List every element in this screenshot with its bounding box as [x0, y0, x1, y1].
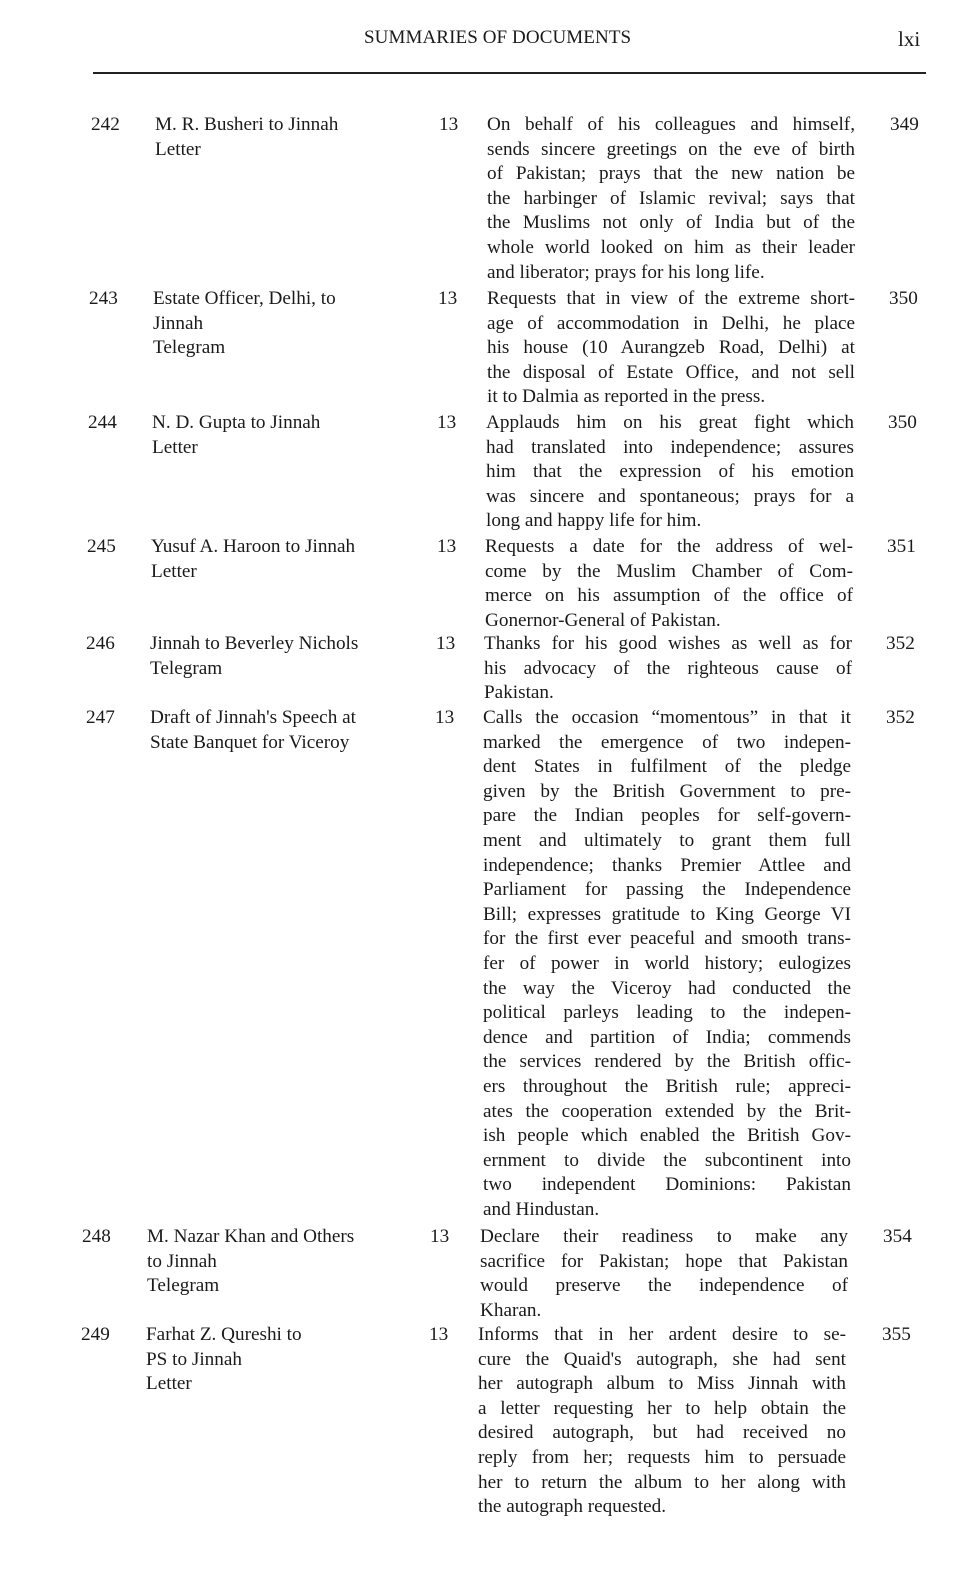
summary-line: ment and ultimately to grant them full: [483, 829, 851, 851]
summary-line: had translated into independence; assures: [486, 436, 854, 458]
document-title-line: Draft of Jinnah's Speech at: [150, 707, 356, 728]
document-date: 13: [439, 114, 459, 135]
page-number: 352: [886, 633, 915, 654]
summary-line: pare the Indian peoples for self-govern-: [483, 805, 851, 827]
document-summary: [485, 535, 853, 633]
document-title-line: Farhat Z. Qureshi to: [146, 1324, 302, 1345]
summary-line: was sincere and spontaneous; prays for a: [486, 485, 854, 507]
document-title-line: Yusuf A. Haroon to Jinnah: [151, 536, 356, 557]
document-title: [155, 113, 415, 162]
document-title: [150, 706, 410, 755]
page-number: 350: [888, 412, 917, 433]
summary-line: the harbinger of Islamic revival; says that: [487, 187, 855, 209]
document-title: [151, 535, 411, 584]
document-title: [150, 632, 410, 681]
document-title: [153, 287, 413, 361]
summary-line: Kharan.: [480, 1299, 542, 1321]
document-summary: [487, 113, 855, 285]
summary-line: the Muslims not only of India but of the: [487, 212, 855, 234]
summary-line: Calls the occasion “momentous” in that it: [483, 707, 851, 728]
summary-line: would preserve the independence of: [480, 1275, 848, 1297]
document-number: 246: [86, 633, 115, 654]
page-number: 354: [883, 1226, 912, 1247]
running-head-title: SUMMARIES OF DOCUMENTS: [364, 27, 632, 48]
document-title-line: PS to Jinnah: [146, 1348, 242, 1370]
page-number: 349: [890, 114, 919, 135]
summary-line: Informs that in her ardent desire to se-: [478, 1324, 846, 1345]
header-rule: [93, 72, 926, 74]
summary-line: two independent Dominions: Pakistan: [483, 1174, 851, 1196]
summary-line: the way the Viceroy had conducted the: [483, 977, 851, 999]
document-date: 13: [436, 633, 456, 654]
document-date: 13: [437, 536, 457, 557]
document-type: Telegram: [147, 1275, 220, 1297]
summary-line: desired autograph, but had received no: [478, 1422, 846, 1444]
summary-line: cure the Quaid's autograph, she had sent: [478, 1348, 846, 1370]
summary-line: the services rendered by the British offic-: [483, 1051, 851, 1073]
document-title: [146, 1323, 406, 1397]
document-title-line: M. R. Busheri to Jinnah: [155, 114, 339, 135]
summary-line: Pakistan.: [484, 682, 554, 704]
document-number: 247: [86, 707, 115, 728]
page-number: 352: [886, 707, 915, 728]
document-date: 13: [437, 412, 457, 433]
summary-line: ish people which enabled the British Gov-: [483, 1125, 851, 1147]
summary-line: his house (10 Aurangzeb Road, Delhi) at: [487, 337, 855, 359]
summary-line: Thanks for his good wishes as well as for: [484, 633, 852, 654]
summary-line: Requests a date for the address of wel-: [485, 536, 853, 557]
summary-line: the disposal of Estate Office, and not sell: [487, 361, 855, 383]
document-summary: [478, 1323, 846, 1520]
summary-line: Parliament for passing the Independence: [483, 879, 851, 901]
document-summary: [484, 632, 852, 706]
summary-line: political parleys leading to the indepen-: [483, 1002, 851, 1024]
document-date: 13: [435, 707, 455, 728]
document-title-line: N. D. Gupta to Jinnah: [152, 412, 321, 433]
document-title-line: M. Nazar Khan and Others: [147, 1226, 355, 1247]
summary-line: ers throughout the British rule; appreci-: [483, 1075, 851, 1097]
summary-line: her to return the album to her along with: [478, 1471, 846, 1493]
summary-line: age of accommodation in Delhi, he place: [487, 312, 855, 334]
document-type: Letter: [152, 436, 198, 458]
document-summary: [487, 287, 855, 410]
document-title-line: to Jinnah: [147, 1250, 217, 1272]
summary-line: of Pakistan; prays that the new nation be: [487, 163, 855, 185]
summary-line: ates the cooperation extended by the Brit-: [483, 1100, 851, 1122]
summary-line: On behalf of his colleagues and himself,: [487, 114, 855, 135]
page-number: 355: [882, 1324, 911, 1345]
summary-line: marked the emergence of two indepen-: [483, 731, 851, 753]
page-folio: lxi: [898, 27, 921, 51]
summary-line: ernment to divide the subcontinent into: [483, 1149, 851, 1171]
document-number: 243: [89, 288, 118, 309]
summary-line: independence; thanks Premier Attlee and: [483, 854, 851, 876]
summary-line: Requests that in view of the extreme short-: [487, 288, 855, 309]
summary-line: long and happy life for him.: [486, 510, 702, 532]
summary-line: it to Dalmia as reported in the press.: [487, 386, 766, 408]
document-type: Letter: [151, 560, 197, 582]
document-title-line: Jinnah: [153, 312, 204, 334]
summary-line: merce on his assumption of the office of: [485, 585, 853, 607]
summary-line: and Hindustan.: [483, 1198, 600, 1220]
document-summary: [486, 411, 854, 534]
summary-line: fer of power in world history; eulogizes: [483, 952, 851, 974]
document-date: 13: [429, 1324, 449, 1345]
summary-line: the autograph requested.: [478, 1496, 667, 1518]
summary-line: him that the expression of his emotion: [486, 461, 854, 483]
summary-line: Declare their readiness to make any: [480, 1226, 848, 1247]
document-type: State Banquet for Viceroy: [150, 731, 350, 753]
summary-line: Applauds him on his great fight which: [486, 412, 854, 433]
summary-line: for the first ever peaceful and smooth trans-: [483, 928, 851, 950]
document-number: 248: [82, 1226, 111, 1247]
summary-line: sends sincere greetings on the eve of birth: [487, 138, 855, 160]
summary-line: dent States in fulfilment of the pledge: [483, 756, 851, 778]
document-number: 245: [87, 536, 116, 557]
document-type: Letter: [146, 1373, 192, 1395]
document-title-line: Jinnah to Beverley Nichols: [150, 633, 359, 654]
summary-line: Bill; expresses gratitude to King George VI: [483, 903, 851, 925]
summary-line: his advocacy of the righteous cause of: [484, 657, 852, 679]
document-date: 13: [438, 288, 458, 309]
summary-line: sacrifice for Pakistan; hope that Pakistan: [480, 1250, 848, 1272]
document-date: 13: [430, 1226, 450, 1247]
document-title-line: Estate Officer, Delhi, to: [153, 288, 336, 309]
document-summary: [480, 1225, 848, 1323]
page-number: 350: [889, 288, 918, 309]
page-number: 351: [887, 536, 916, 557]
summary-line: whole world looked on him as their leader: [487, 236, 855, 258]
summary-line: dence and partition of India; commends: [483, 1026, 851, 1048]
summary-line: given by the British Government to pre-: [483, 780, 851, 802]
document-title: [147, 1225, 407, 1299]
summary-line: a letter requesting her to help obtain the: [478, 1397, 846, 1419]
document-summary: [483, 706, 851, 1222]
summary-line: Gonernor-General of Pakistan.: [485, 609, 721, 631]
summary-line: her autograph album to Miss Jinnah with: [478, 1373, 846, 1395]
document-number: 242: [91, 114, 120, 135]
document-type: Telegram: [150, 657, 223, 679]
document-title: [152, 411, 412, 460]
document-number: 244: [88, 412, 117, 433]
summary-line: reply from her; requests him to persuade: [478, 1446, 846, 1468]
summary-line: and liberator; prays for his long life.: [487, 261, 765, 283]
document-type: Telegram: [153, 337, 226, 359]
document-type: Letter: [155, 138, 201, 160]
summary-line: come by the Muslim Chamber of Com-: [485, 560, 853, 582]
document-number: 249: [81, 1324, 110, 1345]
